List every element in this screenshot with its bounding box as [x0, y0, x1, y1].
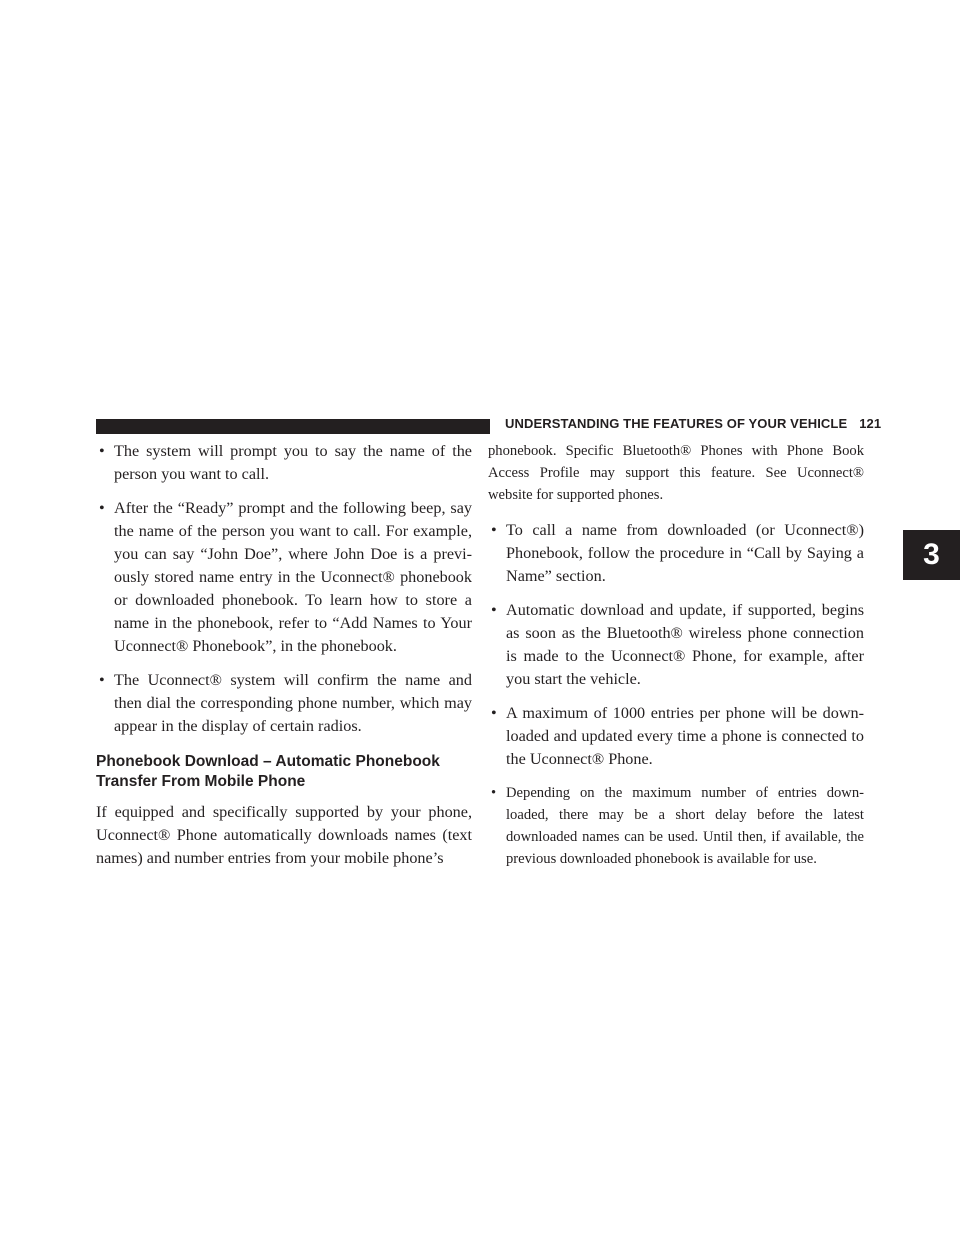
header-title: UNDERSTANDING THE FEATURES OF YOUR VEHICLE — [505, 416, 848, 431]
bullet-icon: • — [491, 601, 497, 619]
bullet-icon: • — [99, 671, 105, 689]
page-number: 121 — [859, 416, 882, 431]
list-item: • After the “Ready” prompt and the following beep, say the name of the person you want to call. For example, you can say “John Doe”, where John Doe is a previ- ously stored name entry in the Uconnect® phonebook or downloaded phonebook. To learn how to store a name in the phonebook, refer to “Add Names to Your Uconnect® Phonebook”, in the phonebook. — [99, 499, 472, 655]
chapter-tab: 3 — [903, 530, 960, 580]
list-item: • A maximum of 1000 entries per phone will be down- loaded and updated every time a phone is connected to the Uconnect® Phone. — [491, 704, 864, 768]
body-paragraph-continued: phonebook. Specific Bluetooth® Phones with Phone Book Access Profile may support this feature. See Uconnect® website for supported phones. — [488, 443, 864, 503]
running-header — [505, 416, 881, 431]
bullet-icon: • — [99, 499, 105, 517]
bullet-icon: • — [491, 521, 497, 539]
list-item: • The system will prompt you to say the name of the person you want to call. — [99, 442, 472, 483]
list-item: • The Uconnect® system will confirm the name and then dial the corresponding phone number, which may appear in the display of certain radios. — [99, 671, 472, 735]
right-column — [488, 440, 864, 870]
list-item: • Automatic download and update, if supported, begins as soon as the Bluetooth® wireless phone connection is made to the Uconnect® Phone, for example, after you start the vehicle. — [491, 601, 864, 688]
bullet-icon: • — [491, 785, 497, 801]
bullet-icon: • — [99, 442, 105, 460]
header-rule — [96, 419, 490, 434]
bullet-icon: • — [491, 704, 497, 722]
section-heading: Phonebook Download – Automatic Phonebook Transfer From Mobile Phone — [96, 753, 440, 790]
list-item: • Depending on the maximum number of entries down- loaded, there may be a short delay before the latest downloaded names can be used. Until then, if available, the previous downloaded phonebook is available for use. — [488, 782, 864, 870]
left-column — [96, 440, 472, 870]
list-item: • To call a name from downloaded (or Uconnect®) Phonebook, follow the procedure in “Call by Saying a Name” section. — [491, 521, 864, 585]
body-paragraph: If equipped and specifically supported by your phone, Uconnect® Phone automatically downloads names (text names) and number entries from your mobile phone’s — [96, 803, 472, 867]
